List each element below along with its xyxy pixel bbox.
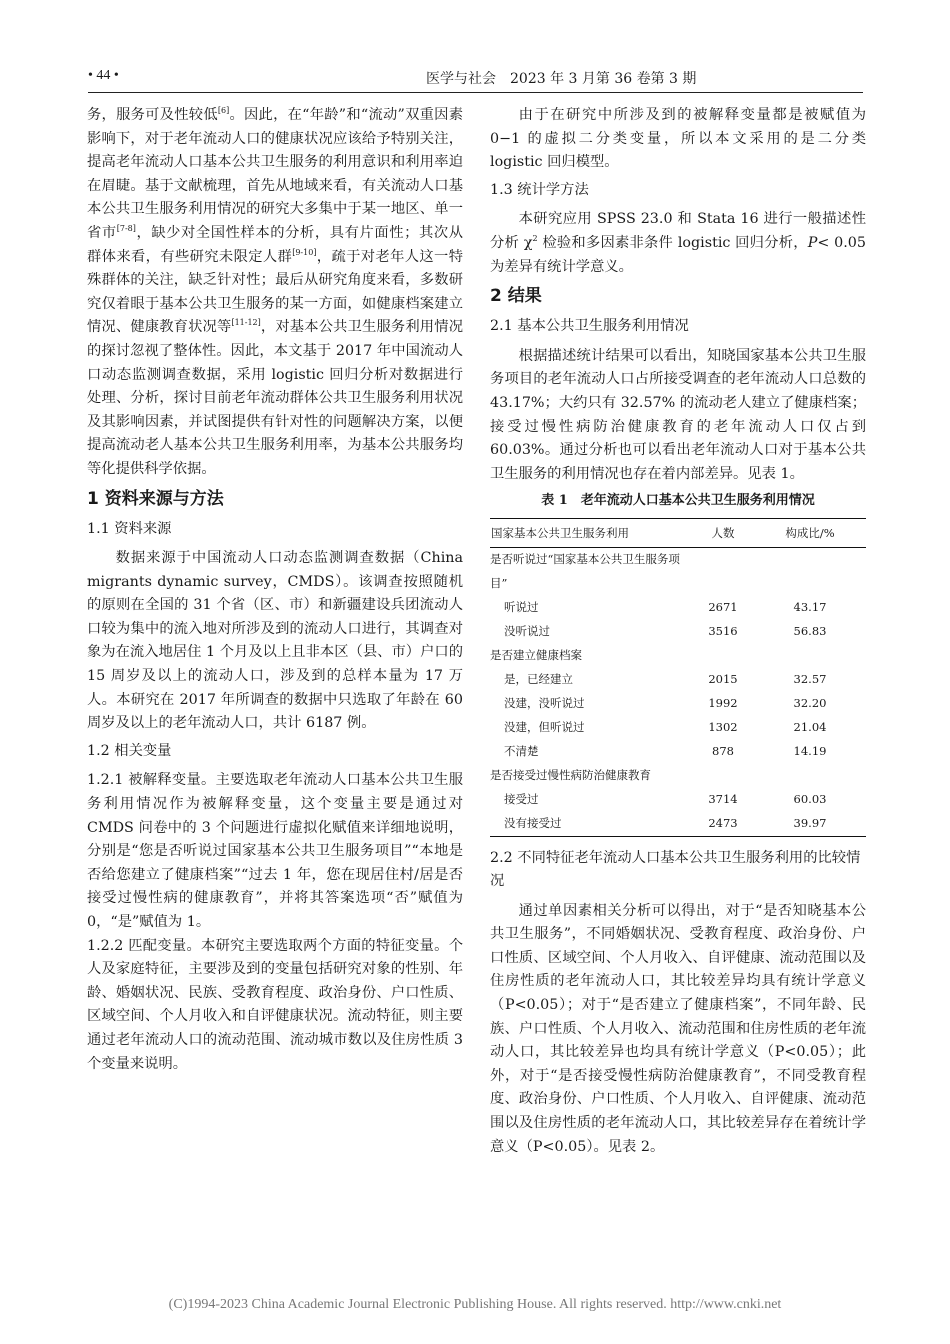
copyright-footer: (C)1994-2023 China Academic Journal Electronic Publishing House. All rights reserved. http://www.cnki.net bbox=[168, 1297, 782, 1312]
table-row bbox=[490, 548, 866, 596]
table-cell-label: 没建，但听说过 bbox=[504, 719, 585, 734]
table-cell-label: 不清楚 bbox=[504, 743, 539, 758]
table-cell-percent: 39.97 bbox=[754, 812, 866, 837]
table-caption: 表 1 老年流动人口基本公共卫生服务利用情况 bbox=[541, 493, 815, 509]
utilization-paragraph: 根据描述统计结果可以看出，知晓国家基本公共卫生服务项目的老年流动人口占所接受调查的老年流动人口总数的 43.17%；大约只有 32.57% 的流动老人建立了健康档案；接受过慢性病防治健康教育的老年流动人口仅占到 60.03%。通过分析也可以看出老年流动人口对于基本公共卫生服务的利用情况也存在着内部差异。见表 1。 bbox=[490, 347, 866, 482]
matching-variable-paragraph: 1.2.2 匹配变量。本研究主要选取两个方面的特征变量。个人及家庭特征，主要涉及到的变量包括研究对象的性别、年龄、婚姻状况、民族、受教育程度、政治身份、户口性质、区域空间、个人月收入和自评健康状况。流动特征，则主要通过老年流动人口的流动范围、流动城市数以及住房性质 3 个变量来说明。 bbox=[87, 937, 463, 1072]
table-cell-percent: 21.04 bbox=[793, 719, 827, 734]
table-row bbox=[490, 644, 866, 668]
table-row bbox=[490, 620, 866, 644]
section-heading-methods: 1 资料来源与方法 bbox=[87, 488, 224, 509]
subsection-heading-variables: 1.2 相关变量 bbox=[87, 742, 172, 759]
table-cell-label: 是否建立健康档案 bbox=[490, 647, 582, 662]
table-cell-label: 没听说过 bbox=[504, 623, 550, 638]
table-1 bbox=[490, 492, 866, 836]
table-row bbox=[490, 812, 866, 837]
page-number: • 44 • bbox=[88, 68, 119, 83]
table-cell-percent bbox=[754, 644, 866, 668]
table-cell-percent: 14.19 bbox=[793, 743, 827, 758]
table-cell-label: 是否接受过慢性病防治健康教育 bbox=[490, 767, 651, 782]
right-column bbox=[490, 104, 866, 1159]
table-row bbox=[490, 668, 866, 692]
table-cell-count: 2015 bbox=[708, 671, 738, 686]
table-row bbox=[490, 740, 866, 764]
comparison-paragraph: 通过单因素相关分析可以得出，对于“是否知晓基本公共卫生服务”，不同婚姻状况、受教育程度、政治身份、户口性质、区域空间、个人月收入、自评健康、流动范围以及住房性质的老年流动人口，其比较差异均具有统计学意义（P<0.05）；对于“是否建立了健康档案”，不同年龄、民族、户口性质、个人月收入、流动范围和住房性质的老年流动人口，其比较差异也均具有统计学意义（P<0.05）；此外，对于“是否接受慢性病防治健康教育”，不同受教育程度、政治身份、户口性质、个人月收入、自评健康、流动范围以及住房性质的老年流动人口，其比较差异存在着统计学意义（P<0.05）。见表 2。 bbox=[490, 902, 866, 1155]
running-header bbox=[88, 66, 863, 88]
statistics-paragraph: 本研究应用 SPSS 23.0 和 Stata 16 进行一般描述性分析 $\chi^2$ 检验和多因素非条件 logistic 回归分析，P< 0.05 为差异有统计学意义。 bbox=[490, 211, 866, 275]
journal-info: 医学与社会 2023 年 3 月第 36 卷第 3 期 bbox=[426, 71, 697, 87]
subsection-heading-data-source: 1.1 资料来源 bbox=[87, 520, 172, 537]
data-source-paragraph: 数据来源于中国流动人口动态监测调查数据（China migrants dynamic survey，CMDS）。该调查按照随机的原则在全国的 31 个省（区、市）和新疆建设兵团流动人口较为集中的流入地对所涉及到的流动人口进行，其调查对象为在流入地居住 1 个月及以上且非本区（县、市）户口的 15 周岁及以上的流动人口，涉及到的总样本量为 17 万人。本研究在 2017 年所调查的数据中只选取了年龄在 60 周岁及以上的老年流动人口，共计 6187 例。 bbox=[87, 550, 463, 732]
table-header-count: 人数 bbox=[692, 519, 754, 548]
table-cell-label: 没有接受过 bbox=[490, 812, 692, 837]
table-row bbox=[490, 692, 866, 716]
header-rule bbox=[88, 92, 863, 93]
table-cell-label: 是否听说过“国家基本公共卫生服务项目” bbox=[490, 552, 680, 590]
subsection-heading-statistics: 1.3 统计学方法 bbox=[490, 181, 589, 198]
model-paragraph: 由于在研究中所涉及到的被解释变量都是被赋值为 0−1 的虚拟二分类变量，所以本文采用的是二分类 logistic 回归模型。 bbox=[490, 107, 866, 171]
table-row bbox=[490, 788, 866, 812]
table-cell-count: 1302 bbox=[708, 719, 738, 734]
intro-paragraph: 务，服务可及性较低[6]。因此，在“年龄”和“流动”双重因素影响下，对于老年流动人口的健康状况应该给予特别关注，提高老年流动人口基本公共卫生服务的利用意识和利用率迫在眉睫。基于文献梳理，首先从地域来看，有关流动人口基本公共卫生服务利用情况的研究大多集中于某一地区、单一省市[7-8]，缺少对全国性样本的分析，具有片面性；其次从群体来看，有些研究未限定人群[9-10]，疏于对老年人这一特殊群体的关注，缺乏针对性；最后从研究角度来看，多数研究仅着眼于基本公共卫生服务的某一方面，如健康档案建立情况、健康教育状况等[11-12]，对基本公共卫生服务利用情况的探讨忽视了整体性。因此，本文基于 2017 年中国流动人口动态监测调查数据，采用 logistic 回归分析对数据进行处理、分析，探讨目前老年流动群体公共卫生服务利用状况及其影响因素，并试图提供有针对性的问题解决方案，以便提高流动老人基本公共卫生服务利用率，为基本公共服务均等化提供科学依据。 bbox=[87, 106, 464, 477]
dependent-variable-paragraph: 1.2.1 被解释变量。主要选取老年流动人口基本公共卫生服务利用情况作为被解释变量，这个变量主要是通过对 CMDS 问卷中的 3 个问题进行虚拟化赋值来详细地说明，分别是“您是否听说过国家基本公共卫生服务项目”“本地是否给您建立了健康档案”“过去 1 年，您在现居住村/居是否接受过慢性病的健康教育”，并将其答案选项“否”赋值为 0，“是”赋值为 1。 bbox=[87, 772, 463, 930]
table-cell-count bbox=[692, 644, 754, 668]
table-cell-count bbox=[692, 764, 754, 788]
table-header-percent: 构成比/% bbox=[754, 519, 866, 548]
table-cell-percent bbox=[754, 548, 866, 596]
table-cell-count bbox=[692, 548, 754, 596]
table-cell-percent: 43.17 bbox=[793, 599, 827, 614]
data-table bbox=[490, 518, 866, 836]
subsection-heading-utilization: 2.1 基本公共卫生服务利用情况 bbox=[490, 318, 689, 335]
table-cell-count: 3516 bbox=[708, 623, 738, 638]
table-cell-count: 3714 bbox=[708, 791, 738, 806]
table-cell-count: 2473 bbox=[692, 812, 754, 837]
table-cell-percent: 32.57 bbox=[793, 671, 827, 686]
table-cell-label: 听说过 bbox=[504, 599, 539, 614]
table-row bbox=[490, 764, 866, 788]
table-cell-percent: 56.83 bbox=[793, 623, 827, 638]
table-cell-percent: 60.03 bbox=[793, 791, 827, 806]
table-cell-label: 没建，没听说过 bbox=[504, 695, 585, 710]
table-row bbox=[490, 596, 866, 620]
table-header-item: 国家基本公共卫生服务利用 bbox=[490, 519, 692, 548]
section-heading-results: 2 结果 bbox=[490, 286, 542, 307]
table-cell-label: 是，已经建立 bbox=[504, 671, 573, 686]
table-row bbox=[490, 716, 866, 740]
table-cell-count: 878 bbox=[712, 743, 734, 758]
left-column bbox=[87, 104, 463, 1076]
table-cell-count: 1992 bbox=[708, 695, 738, 710]
subsection-heading-comparison: 2.2 不同特征老年流动人口基本公共卫生服务利用的比较情况 bbox=[490, 849, 861, 890]
table-cell-percent bbox=[754, 764, 866, 788]
table-cell-percent: 32.20 bbox=[793, 695, 827, 710]
table-cell-count: 2671 bbox=[708, 599, 738, 614]
table-cell-label: 接受过 bbox=[504, 791, 539, 806]
